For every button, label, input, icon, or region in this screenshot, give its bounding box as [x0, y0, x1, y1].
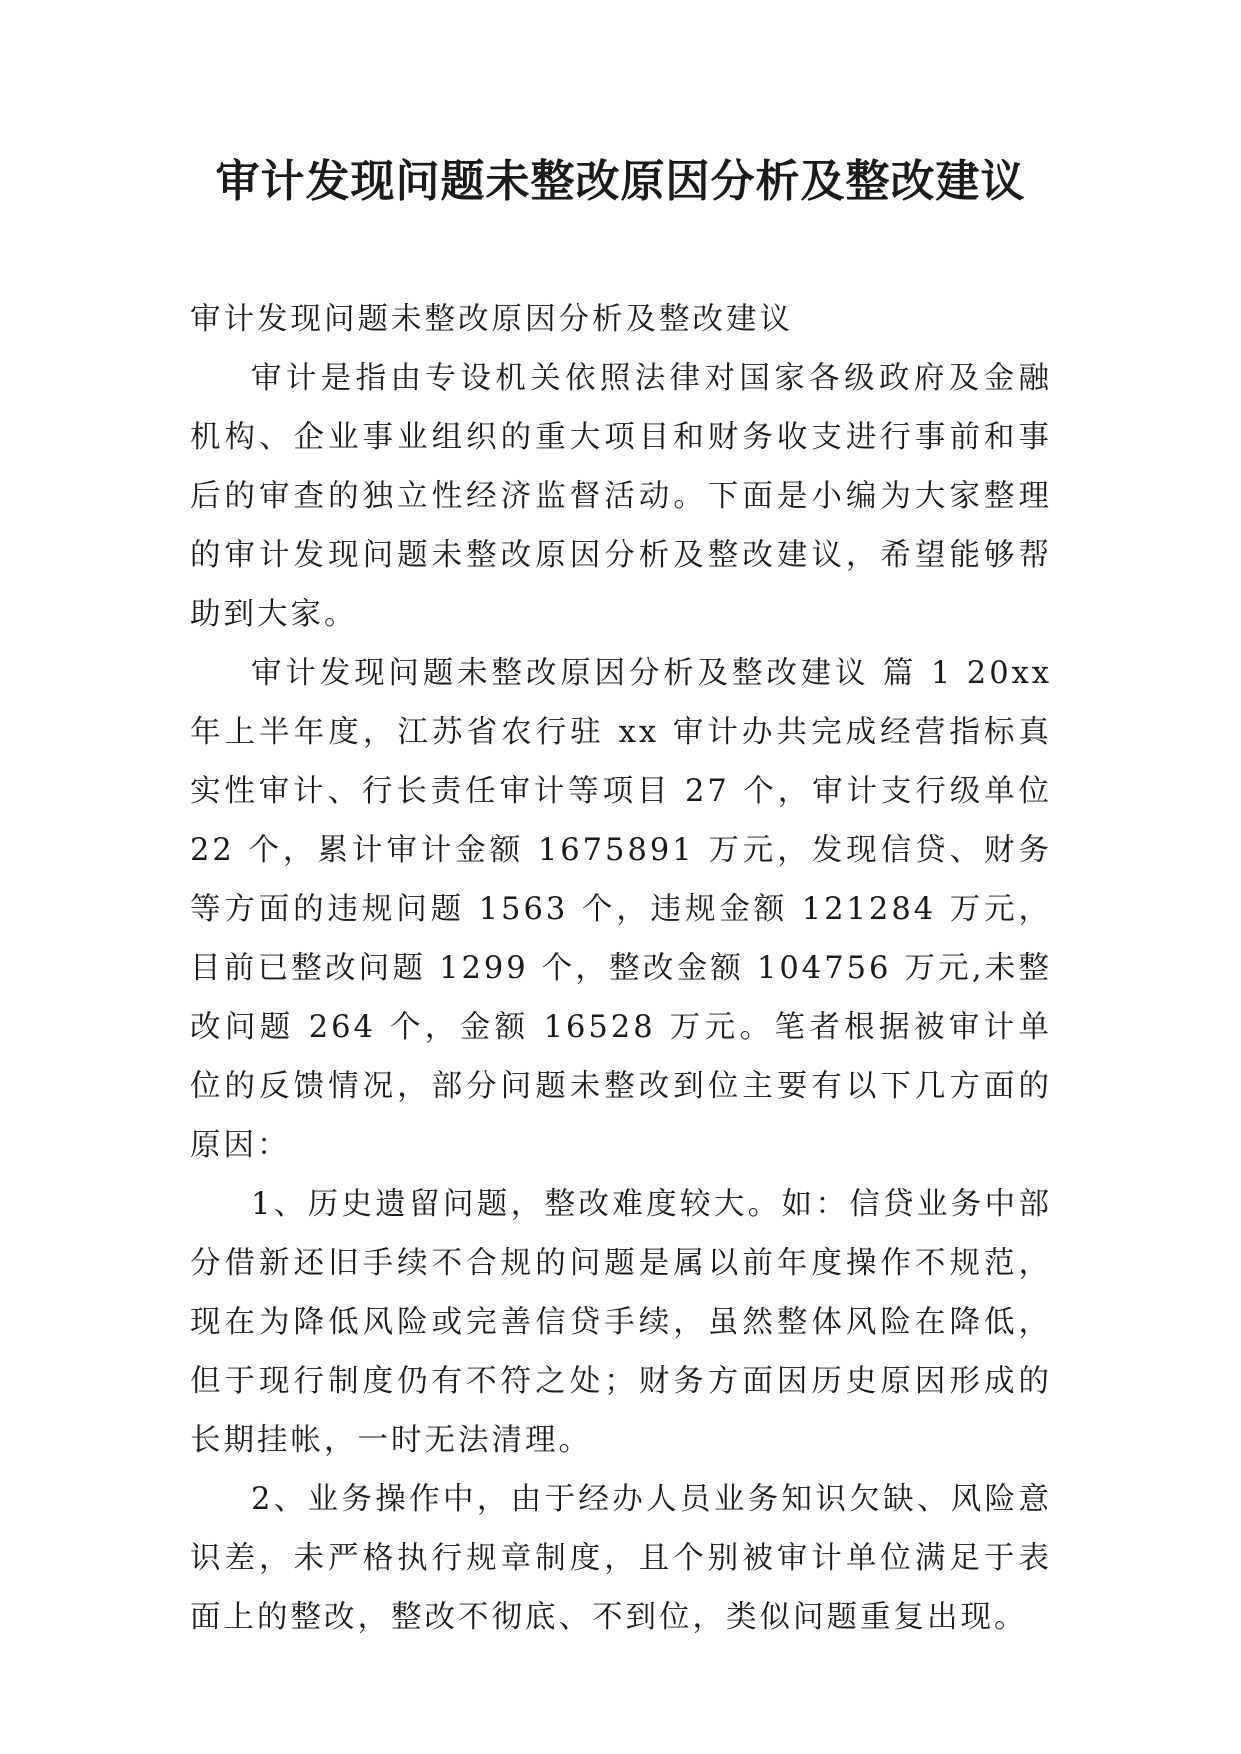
reason-paragraph-1: 1、历史遗留问题，整改难度较大。如：信贷业务中部分借新还旧手续不合规的问题是属以前年度操作不规范，现在为降低风险或完善信贷手续，虽然整体风险在降低，但于现行制度仍有不符之处；财务方面因历史原因形成的长期挂帐，一时无法清理。 [190, 1187, 1052, 1458]
section-paragraph: 审计发现问题未整改原因分析及整改建议 篇 1 20xx 年上半年度，江苏省农行驻 xx 审计办共完成经营指标真实性审计、行长责任审计等项目 27 个，审计支行级单位 22 个，累计审计金额 1675891 万元，发现信贷、财务等方面的违规问题 1563 个，违规金额 121284 万元，目前已整改问题 1299 个，整改金额 104756 万元,未整改问题 264 个，金额 16528 万元。笔者根据被审计单位的反馈情况，部分问题未整改到位主要有以下几方面的原因： [190, 656, 1052, 1163]
document-title: 审计发现问题未整改原因分析及整改建议 [215, 156, 1026, 207]
reason-paragraph-2: 2、业务操作中，由于经办人员业务知识欠缺、风险意识差，未严格执行规章制度，且个别被审计单位满足于表面上的整改，整改不彻底、不到位，类似问题重复出现。 [190, 1482, 1052, 1635]
subtitle-paragraph: 审计发现问题未整改原因分析及整改建议 [190, 302, 793, 337]
document-body [190, 290, 1052, 1647]
intro-paragraph: 审计是指由专设机关依照法律对国家各级政府及金融机构、企业事业组织的重大项目和财务收支进行事前和事后的审查的独立性经济监督活动。下面是小编为大家整理的审计发现问题未整改原因分析及整改建议，希望能够帮助到大家。 [190, 361, 1052, 632]
